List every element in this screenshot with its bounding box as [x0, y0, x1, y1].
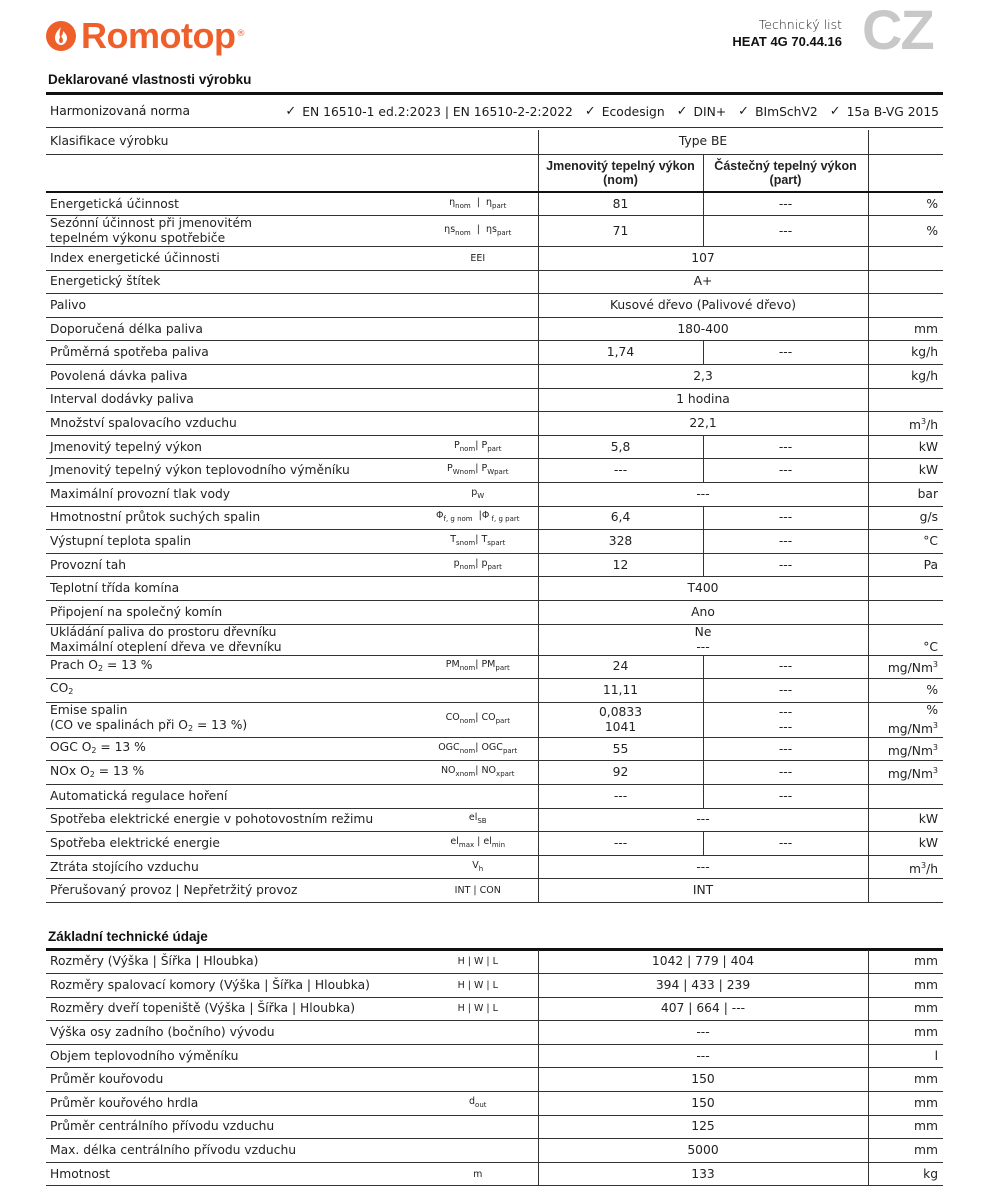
- row-symbol: [418, 601, 538, 625]
- row-unit: mm: [868, 974, 943, 998]
- row-symbol: $PM_{nom}|$ $PM_{part}$: [418, 655, 538, 679]
- row-value-partial: ---: [703, 341, 868, 365]
- row-value: Ano: [538, 601, 868, 625]
- row-symbol: $el_{max}$ | $el_{min}$: [418, 832, 538, 856]
- table-row: [46, 1162, 943, 1186]
- row-unit: l: [868, 1044, 943, 1068]
- row-label: Spotřeba elektrické energie: [46, 832, 418, 856]
- row-unit: kW: [868, 808, 943, 832]
- row-value-partial: ---: [703, 553, 868, 577]
- row-symbol: [418, 412, 538, 436]
- table-row: [46, 1092, 943, 1116]
- row-value: 407 | 664 | ---: [538, 997, 868, 1021]
- row-symbol: [418, 1115, 538, 1139]
- table-row: [46, 879, 943, 903]
- row-unit: kg: [868, 1162, 943, 1186]
- table-row: [46, 365, 943, 389]
- classification-value: Type BE: [538, 130, 868, 154]
- row-label: Průměr kouřového hrdla: [46, 1092, 418, 1116]
- row-unit: mm: [868, 317, 943, 341]
- row-unit: °C: [868, 624, 943, 655]
- row-value-partial: ---: [703, 832, 868, 856]
- table-row: [46, 412, 943, 436]
- table-header-row: [46, 154, 943, 192]
- row-symbol: $P_{Wnom}|$ $P_{Wpart}$: [418, 459, 538, 483]
- row-symbol: m: [418, 1162, 538, 1186]
- norm-item: [830, 104, 939, 119]
- table-row: [46, 655, 943, 679]
- row-value-nominal: 328: [538, 530, 703, 554]
- norm-item-label: EN 16510-1 ed.2:2023 | EN 16510-2-2:2022: [302, 104, 573, 119]
- check-icon: ✓: [676, 104, 688, 119]
- table-row: [46, 997, 943, 1021]
- row-unit: g/s: [868, 506, 943, 530]
- norm-item-label: DIN+: [693, 104, 727, 119]
- table-row: [46, 247, 943, 271]
- row-value-nominal: 55: [538, 737, 703, 761]
- model-name: HEAT 4G 70.44.16: [732, 34, 842, 49]
- row-symbol: $d_{out}$: [418, 1092, 538, 1116]
- row-unit: mm: [868, 1068, 943, 1092]
- table-row: [46, 1068, 943, 1092]
- row-label: Množství spalovacího vzduchu: [46, 412, 418, 436]
- section-title-declared-properties: Deklarované vlastnosti výrobku: [48, 72, 252, 87]
- row-value-nominal: 5,8: [538, 435, 703, 459]
- row-value-nominal: 12: [538, 553, 703, 577]
- row-symbol: [418, 577, 538, 601]
- row-value: ---: [538, 1021, 868, 1045]
- row-value-partial: ---: [703, 784, 868, 808]
- row-label: Hmotnost: [46, 1162, 418, 1186]
- row-label: Rozměry spalovací komory (Výška | Šířka | Hloubka): [46, 974, 418, 998]
- row-unit: bar: [868, 483, 943, 507]
- table-row: [46, 553, 943, 577]
- row-symbol: $\Phi_{f, g nom}$ |Φ $_{f, g part}$: [418, 506, 538, 530]
- row-unit: Pa: [868, 553, 943, 577]
- table-row: [46, 1115, 943, 1139]
- declared-properties-table: [46, 130, 943, 903]
- row-unit: [868, 294, 943, 318]
- row-unit: mm: [868, 950, 943, 974]
- row-label: Povolená dávka paliva: [46, 365, 418, 389]
- row-label: Objem teplovodního výměníku: [46, 1044, 418, 1068]
- row-label: Index energetické účinnosti: [46, 247, 418, 271]
- row-label: Doporučená délka paliva: [46, 317, 418, 341]
- row-label: Energetický štítek: [46, 270, 418, 294]
- row-symbol: [418, 317, 538, 341]
- row-value: ---: [538, 808, 868, 832]
- row-unit: %: [868, 192, 943, 216]
- norm-item-label: Ecodesign: [601, 104, 665, 119]
- row-label: CO2: [46, 679, 418, 703]
- row-value-partial: ---: [703, 216, 868, 247]
- row-value-nominal: ---: [538, 459, 703, 483]
- row-label: Výstupní teplota spalin: [46, 530, 418, 554]
- column-header-nominal: Jmenovitý tepelný výkon (nom): [538, 154, 703, 192]
- row-value-nominal: 24: [538, 655, 703, 679]
- harmonized-norm-row: [46, 98, 943, 128]
- row-value: ---: [538, 855, 868, 879]
- row-label: Průměr kouřovodu: [46, 1068, 418, 1092]
- row-value-partial: ---: [703, 192, 868, 216]
- table-row: [46, 974, 943, 998]
- table-row: [46, 855, 943, 879]
- row-label: OGC O2 = 13 %: [46, 737, 418, 761]
- row-label: Sezónní účinnost při jmenovitém tepelném výkonu spotřebiče: [46, 216, 418, 247]
- language-code: CZ: [862, 0, 933, 61]
- row-label: Emise spalin (CO ve spalinách při O2 = 13 %): [46, 702, 418, 737]
- row-symbol: $NO_{xnom}|$ $NO_{xpart}$: [418, 761, 538, 785]
- row-symbol: INT | CON: [418, 879, 538, 903]
- row-label: Přerušovaný provoz | Nepřetržitý provoz: [46, 879, 418, 903]
- registered-mark: ®: [236, 29, 246, 39]
- row-unit: mm: [868, 1021, 943, 1045]
- row-value-nominal: 11,11: [538, 679, 703, 703]
- row-unit: [868, 784, 943, 808]
- row-value-partial: ---: [703, 679, 868, 703]
- check-icon: ✓: [285, 104, 297, 119]
- row-value-partial: ---: [703, 761, 868, 785]
- table-row: [46, 483, 943, 507]
- row-unit: mm: [868, 1092, 943, 1116]
- row-label: Max. délka centrálního přívodu vzduchu: [46, 1139, 418, 1163]
- row-value: ---: [538, 1044, 868, 1068]
- row-unit: % mg/Nm$^3$: [868, 702, 943, 737]
- table-row: [46, 294, 943, 318]
- row-label: Výška osy zadního (bočního) vývodu: [46, 1021, 418, 1045]
- row-value: 1 hodina: [538, 388, 868, 412]
- table-row: [46, 950, 943, 974]
- row-symbol: EEI: [418, 247, 538, 271]
- row-value-nominal: 6,4: [538, 506, 703, 530]
- row-value: 150: [538, 1068, 868, 1092]
- table-row: [46, 624, 943, 655]
- row-symbol: H | W | L: [418, 950, 538, 974]
- row-symbol: [418, 1139, 538, 1163]
- norm-item: [738, 104, 818, 119]
- row-label: Maximální provozní tlak vody: [46, 483, 418, 507]
- row-symbol: $p_{nom}|$ $p_{part}$: [418, 553, 538, 577]
- table-row: [46, 784, 943, 808]
- row-unit: mg/Nm$^3$: [868, 761, 943, 785]
- row-unit: [868, 247, 943, 271]
- norm-item: [677, 104, 727, 119]
- basic-technical-data-table: [46, 950, 943, 1186]
- row-label: Provozní tah: [46, 553, 418, 577]
- table-row: [46, 270, 943, 294]
- table-row: [46, 459, 943, 483]
- row-unit: mm: [868, 997, 943, 1021]
- row-symbol: [418, 784, 538, 808]
- row-value-nominal: 1,74: [538, 341, 703, 365]
- row-symbol: [418, 270, 538, 294]
- row-symbol: [418, 341, 538, 365]
- row-label: Ukládání paliva do prostoru dřevníku Maximální oteplení dřeva ve dřevníku: [46, 624, 418, 655]
- norm-item-label: 15a B-VG 2015: [846, 104, 939, 119]
- row-symbol: H | W | L: [418, 974, 538, 998]
- row-value: 5000: [538, 1139, 868, 1163]
- table-row: [46, 832, 943, 856]
- row-value: 2,3: [538, 365, 868, 389]
- table-row: [46, 388, 943, 412]
- table-row: [46, 601, 943, 625]
- row-symbol: $CO_{nom}|$ $CO_{part}$: [418, 702, 538, 737]
- table-row: [46, 192, 943, 216]
- row-symbol: $OGC_{nom}|$ $OGC_{part}$: [418, 737, 538, 761]
- row-unit: mm: [868, 1139, 943, 1163]
- check-icon: ✓: [584, 104, 596, 119]
- row-value: A+: [538, 270, 868, 294]
- row-symbol: $el_{SB}$: [418, 808, 538, 832]
- row-label: Spotřeba elektrické energie v pohotovostním režimu: [46, 808, 418, 832]
- row-unit: [868, 879, 943, 903]
- row-unit: °C: [868, 530, 943, 554]
- check-icon: ✓: [829, 104, 841, 119]
- row-label: Hmotnostní průtok suchých spalin: [46, 506, 418, 530]
- row-label: Jmenovitý tepelný výkon: [46, 435, 418, 459]
- row-symbol: H | W | L: [418, 997, 538, 1021]
- row-label: Průměr centrálního přívodu vzduchu: [46, 1115, 418, 1139]
- table-row: [46, 702, 943, 737]
- table-row-classification: [46, 130, 943, 154]
- row-value-partial: ---: [703, 506, 868, 530]
- row-symbol: $V_h$: [418, 855, 538, 879]
- row-label: Teplotní třída komína: [46, 577, 418, 601]
- table-row: [46, 679, 943, 703]
- document-header: [732, 16, 842, 50]
- row-symbol: [418, 388, 538, 412]
- row-value-partial: ---: [703, 655, 868, 679]
- row-symbol: $T_{snom}|$ $T_{spart}$: [418, 530, 538, 554]
- row-value: ---: [538, 483, 868, 507]
- row-symbol: [418, 679, 538, 703]
- table-row: [46, 808, 943, 832]
- norm-item-label: BImSchV2: [755, 104, 818, 119]
- row-value-partial: ---: [703, 435, 868, 459]
- row-value-partial: --- ---: [703, 702, 868, 737]
- row-label: Automatická regulace hoření: [46, 784, 418, 808]
- table-row: [46, 216, 943, 247]
- norm-label: Harmonizovaná norma: [50, 104, 191, 118]
- table-row: [46, 341, 943, 365]
- row-symbol: [418, 1021, 538, 1045]
- table-row: [46, 1044, 943, 1068]
- row-value: 125: [538, 1115, 868, 1139]
- brand-logo: [46, 14, 245, 58]
- row-symbol: $P_{nom}|$ $P_{part}$: [418, 435, 538, 459]
- table-row: [46, 1139, 943, 1163]
- row-value: Ne ---: [538, 624, 868, 655]
- row-unit: [868, 388, 943, 412]
- table-row: [46, 317, 943, 341]
- row-label: NOx O2 = 13 %: [46, 761, 418, 785]
- row-label: Palivo: [46, 294, 418, 318]
- row-value: T400: [538, 577, 868, 601]
- row-value-nominal: ---: [538, 784, 703, 808]
- row-unit: kW: [868, 459, 943, 483]
- row-value: 180-400: [538, 317, 868, 341]
- unit-header: [868, 154, 943, 192]
- table-row: [46, 506, 943, 530]
- row-value-nominal: 71: [538, 216, 703, 247]
- column-header-partial: Částečný tepelný výkon (part): [703, 154, 868, 192]
- row-symbol: [418, 1068, 538, 1092]
- row-unit: kW: [868, 832, 943, 856]
- row-unit: $m^3/h$: [868, 855, 943, 879]
- section-title-basic-technical-data: Základní technické údaje: [48, 929, 208, 944]
- document-type: Technický list: [758, 17, 842, 32]
- row-label: Rozměry (Výška | Šířka | Hloubka): [46, 950, 418, 974]
- norm-list: [285, 104, 939, 119]
- row-label: Energetická účinnost: [46, 192, 418, 216]
- row-unit: [868, 270, 943, 294]
- row-symbol: [418, 365, 538, 389]
- row-value: 1042 | 779 | 404: [538, 950, 868, 974]
- row-unit: mg/Nm$^3$: [868, 655, 943, 679]
- row-value: 22,1: [538, 412, 868, 436]
- row-symbol: $\eta s_{nom}$ | $\eta s_{part}$: [418, 216, 538, 247]
- row-value: 107: [538, 247, 868, 271]
- brand-name: Romotop: [81, 15, 236, 56]
- row-unit: kg/h: [868, 365, 943, 389]
- norm-item: [585, 104, 665, 119]
- flame-icon: [46, 21, 76, 51]
- row-value: INT: [538, 879, 868, 903]
- table-row: [46, 737, 943, 761]
- row-symbol: [418, 1044, 538, 1068]
- row-label: Průměrná spotřeba paliva: [46, 341, 418, 365]
- row-unit: $m^3/h$: [868, 412, 943, 436]
- row-symbol: $p_W$: [418, 483, 538, 507]
- row-value: 133: [538, 1162, 868, 1186]
- header-spacer: [46, 154, 538, 192]
- row-unit: mm: [868, 1115, 943, 1139]
- row-unit: kg/h: [868, 341, 943, 365]
- row-unit: [868, 577, 943, 601]
- row-symbol: [418, 624, 538, 655]
- unit-cell: [868, 130, 943, 154]
- row-label: Klasifikace výrobku: [46, 130, 538, 154]
- table-row: [46, 1021, 943, 1045]
- table-row: [46, 761, 943, 785]
- row-unit: [868, 601, 943, 625]
- row-value-nominal: ---: [538, 832, 703, 856]
- table-row: [46, 530, 943, 554]
- row-label: Ztráta stojícího vzduchu: [46, 855, 418, 879]
- row-symbol: $\eta_{nom}$ | $\eta_{part}$: [418, 192, 538, 216]
- table-row: [46, 435, 943, 459]
- row-unit: kW: [868, 435, 943, 459]
- row-value-partial: ---: [703, 530, 868, 554]
- table-row: [46, 577, 943, 601]
- section-divider: [46, 92, 943, 95]
- row-label: Připojení na společný komín: [46, 601, 418, 625]
- row-value: Kusové dřevo (Palivové dřevo): [538, 294, 868, 318]
- row-value-nominal: 92: [538, 761, 703, 785]
- row-label: Prach O2 = 13 %: [46, 655, 418, 679]
- row-value: 394 | 433 | 239: [538, 974, 868, 998]
- row-value-partial: ---: [703, 459, 868, 483]
- row-symbol: [418, 294, 538, 318]
- row-unit: %: [868, 679, 943, 703]
- row-unit: mg/Nm$^3$: [868, 737, 943, 761]
- row-label: Interval dodávky paliva: [46, 388, 418, 412]
- row-value-partial: ---: [703, 737, 868, 761]
- row-value-nominal: 81: [538, 192, 703, 216]
- row-label: Rozměry dveří topeniště (Výška | Šířka | Hloubka): [46, 997, 418, 1021]
- row-value: 150: [538, 1092, 868, 1116]
- row-label: Jmenovitý tepelný výkon teplovodního výměníku: [46, 459, 418, 483]
- check-icon: ✓: [738, 104, 750, 119]
- row-value-nominal: 0,0833 1041: [538, 702, 703, 737]
- norm-item: [285, 104, 573, 119]
- row-unit: %: [868, 216, 943, 247]
